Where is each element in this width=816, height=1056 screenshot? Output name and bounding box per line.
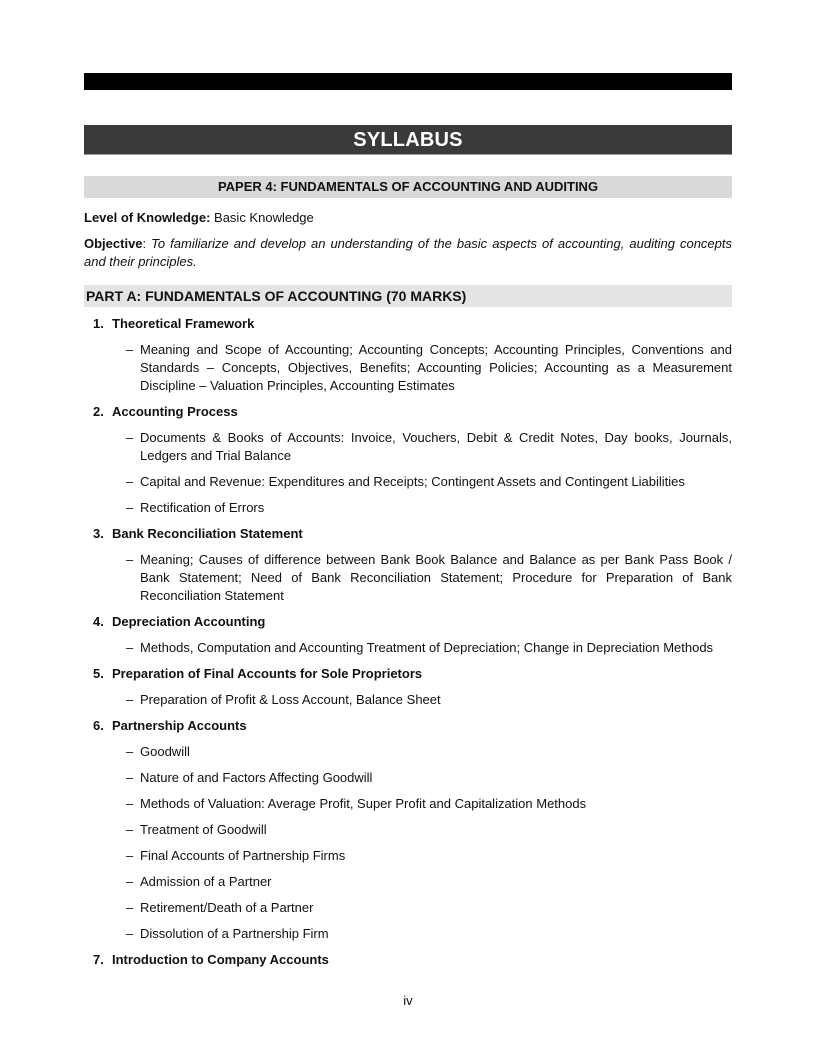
topic-item: [84, 717, 732, 943]
subtopic-item: – Admission of a Partner: [84, 873, 732, 891]
topic-title: Accounting Process: [112, 404, 238, 419]
objective-label: Objective: [84, 236, 143, 251]
topic-list: [84, 315, 732, 969]
subtopic-item: – Treatment of Goodwill: [84, 821, 732, 839]
subtopic-item: – Capital and Revenue: Expenditures and Receipts; Contingent Assets and Contingent Liabilities: [84, 473, 732, 491]
paper-title: PAPER 4: FUNDAMENTALS OF ACCOUNTING AND AUDITING: [84, 176, 732, 198]
subtopic-item: – Meaning and Scope of Accounting; Accounting Concepts; Accounting Principles, Conventions and Standards – Concepts, Objectives, Benefits; Accounting Policies; Accounting as a Measurement Discipline – Valuation Principles, Accounting Estimates: [84, 341, 732, 395]
syllabus-content: [84, 209, 732, 982]
topic-title: Bank Reconciliation Statement: [112, 526, 303, 541]
topic-number: 3.: [93, 526, 104, 541]
objective-text: To familiarize and develop an understanding of the basic aspects of accounting, auditing concepts and their principles.: [84, 236, 732, 269]
topic-item: [84, 525, 732, 605]
topic-heading: [84, 951, 732, 969]
part-a-heading: PART A: FUNDAMENTALS OF ACCOUNTING (70 MARKS): [84, 285, 732, 307]
subtopic-list: [84, 743, 732, 943]
topic-number: 4.: [93, 614, 104, 629]
subtopic-item: – Documents & Books of Accounts: Invoice, Vouchers, Debit & Credit Notes, Day books, Journals, Ledgers and Trial Balance: [84, 429, 732, 465]
topic-number: 7.: [93, 952, 104, 967]
topic-item: [84, 403, 732, 517]
topic-title: Depreciation Accounting: [112, 614, 266, 629]
topic-item: [84, 951, 732, 969]
level-of-knowledge: [84, 209, 732, 227]
subtopic-item: – Goodwill: [84, 743, 732, 761]
page-title: SYLLABUS: [84, 125, 732, 155]
topic-heading: [84, 525, 732, 543]
topic-title: Theoretical Framework: [112, 316, 255, 331]
subtopic-item: – Preparation of Profit & Loss Account, Balance Sheet: [84, 691, 732, 709]
subtopic-list: [84, 429, 732, 517]
topic-number: 5.: [93, 666, 104, 681]
subtopic-item: – Meaning; Causes of difference between Bank Book Balance and Balance as per Bank Pass Book / Bank Statement; Need of Bank Reconciliation Statement; Procedure for Preparation of Bank Reconciliation Statement: [84, 551, 732, 605]
topic-item: [84, 315, 732, 395]
subtopic-item: – Methods of Valuation: Average Profit, Super Profit and Capitalization Methods: [84, 795, 732, 813]
topic-heading: [84, 315, 732, 333]
subtopic-item: – Methods, Computation and Accounting Treatment of Depreciation; Change in Depreciation Methods: [84, 639, 732, 657]
level-label: Level of Knowledge:: [84, 210, 211, 225]
topic-title: Partnership Accounts: [112, 718, 247, 733]
topic-number: 1.: [93, 316, 104, 331]
topic-item: [84, 665, 732, 709]
topic-heading: [84, 613, 732, 631]
subtopic-list: [84, 639, 732, 657]
subtopic-item: – Final Accounts of Partnership Firms: [84, 847, 732, 865]
topic-number: 6.: [93, 718, 104, 733]
topic-number: 2.: [93, 404, 104, 419]
subtopic-list: [84, 341, 732, 395]
subtopic-item: – Nature of and Factors Affecting Goodwill: [84, 769, 732, 787]
top-black-bar: [84, 73, 732, 90]
topic-heading: [84, 403, 732, 421]
topic-heading: [84, 665, 732, 683]
subtopic-item: – Rectification of Errors: [84, 499, 732, 517]
subtopic-list: [84, 551, 732, 605]
topic-heading: [84, 717, 732, 735]
subtopic-item: – Retirement/Death of a Partner: [84, 899, 732, 917]
subtopic-item: – Dissolution of a Partnership Firm: [84, 925, 732, 943]
topic-title: Preparation of Final Accounts for Sole Proprietors: [112, 666, 423, 681]
page-number: iv: [403, 993, 413, 1008]
subtopic-list: [84, 691, 732, 709]
level-value: Basic Knowledge: [214, 210, 314, 225]
objective: Objective: To familiarize and develop an understanding of the basic aspects of accounting, auditing concepts and their principles.: [84, 236, 732, 269]
topic-title: Introduction to Company Accounts: [112, 952, 329, 967]
topic-item: [84, 613, 732, 657]
